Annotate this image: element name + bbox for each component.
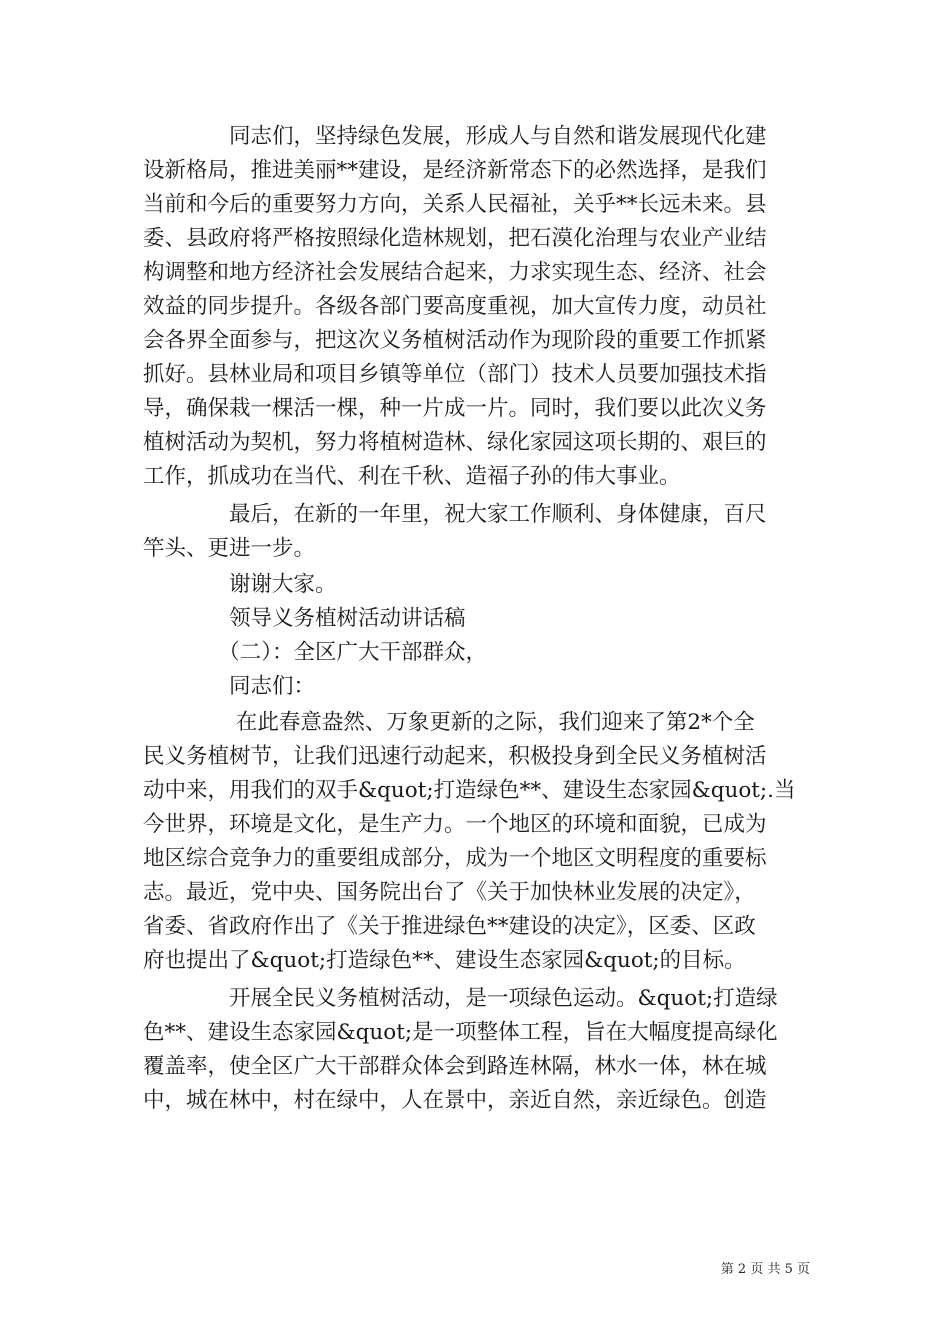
text-line: 地区综合竞争力的重要组成部分，成为一个地区文明程度的重要标 — [143, 846, 767, 871]
text-line: 会各界全面参与，把这次义务植树活动作为现阶段的重要工作抓紧 — [143, 328, 767, 353]
text-line: 当前和今后的重要努力方向，关系人民福祉，关乎**长远未来。县 — [143, 192, 767, 217]
text-line: 省委、省政府作出了《关于推进绿色**建设的决定》，区委、区政 — [143, 914, 756, 939]
text-line: 同志们： — [143, 674, 316, 699]
text-line: 志。最近，党中央、国务院出台了《关于加快林业发展的决定》， — [143, 880, 756, 905]
text-line: 工作，抓成功在当代、利在千秋、造福子孙的伟大事业。 — [143, 464, 681, 489]
text-line: 中，城在林中，村在绿中，人在景中，亲近自然，亲近绿色。创造 — [143, 1088, 767, 1113]
text-line: 民义务植树节，让我们迅速行动起来，积极投身到全民义务植树活 — [143, 744, 767, 769]
document-body — [143, 120, 807, 1118]
text-line: 今世界，环境是文化，是生产力。一个地区的环境和面貌，已成为 — [143, 812, 767, 837]
text-line: 同志们，坚持绿色发展，形成人与自然和谐发展现代化建 — [143, 124, 767, 149]
text-line: 谢谢大家。 — [143, 572, 337, 597]
text-line: 开展全民义务植树活动，是一项绿色运动。&quot;打造绿 — [143, 986, 778, 1011]
text-line: 色**、建设生态家园&quot;是一项整体工程，旨在大幅度提高绿化 — [143, 1020, 778, 1045]
text-line: 效益的同步提升。各级各部门要高度重视，加大宣传力度，动员社 — [143, 294, 767, 319]
text-line: 构调整和地方经济社会发展结合起来，力求实现生态、经济、社会 — [143, 260, 767, 285]
text-line: 覆盖率，使全区广大干部群众体会到路连林隔，林水一体，林在城 — [143, 1054, 767, 1079]
text-line: 委、县政府将严格按照绿化造林规划，把石漠化治理与农业产业结 — [143, 226, 767, 251]
text-line: 设新格局，推进美丽**建设，是经济新常态下的必然选择，是我们 — [143, 158, 767, 183]
text-line: 动中来，用我们的双手&quot;打造绿色**、建设生态家园&quot;.当 — [143, 778, 796, 803]
text-line: 植树活动为契机，努力将植树造林、绿化家园这项长期的、艰巨的 — [143, 430, 767, 455]
text-line: 最后，在新的一年里，祝大家工作顺利、身体健康，百尺 — [143, 502, 767, 527]
page-number-footer: 第 2 页 共 5 页 — [720, 1262, 810, 1277]
text-line: （二）：全区广大干部群众， — [143, 640, 488, 665]
text-line: 在此春意盎然、万象更新的之际，我们迎来了第2*个全 — [143, 710, 755, 735]
text-line: 抓好。县林业局和项目乡镇等单位（部门）技术人员要加强技术指 — [143, 362, 767, 387]
text-line: 府也提出了&quot;打造绿色**、建设生态家园&quot;的目标。 — [143, 948, 746, 973]
text-line: 导，确保栽一棵活一棵，种一片成一片。同时，我们要以此次义务 — [143, 396, 767, 421]
text-line: 竿头、更进一步。 — [143, 536, 316, 561]
section-title: 领导义务植树活动讲话稿 — [143, 606, 466, 631]
